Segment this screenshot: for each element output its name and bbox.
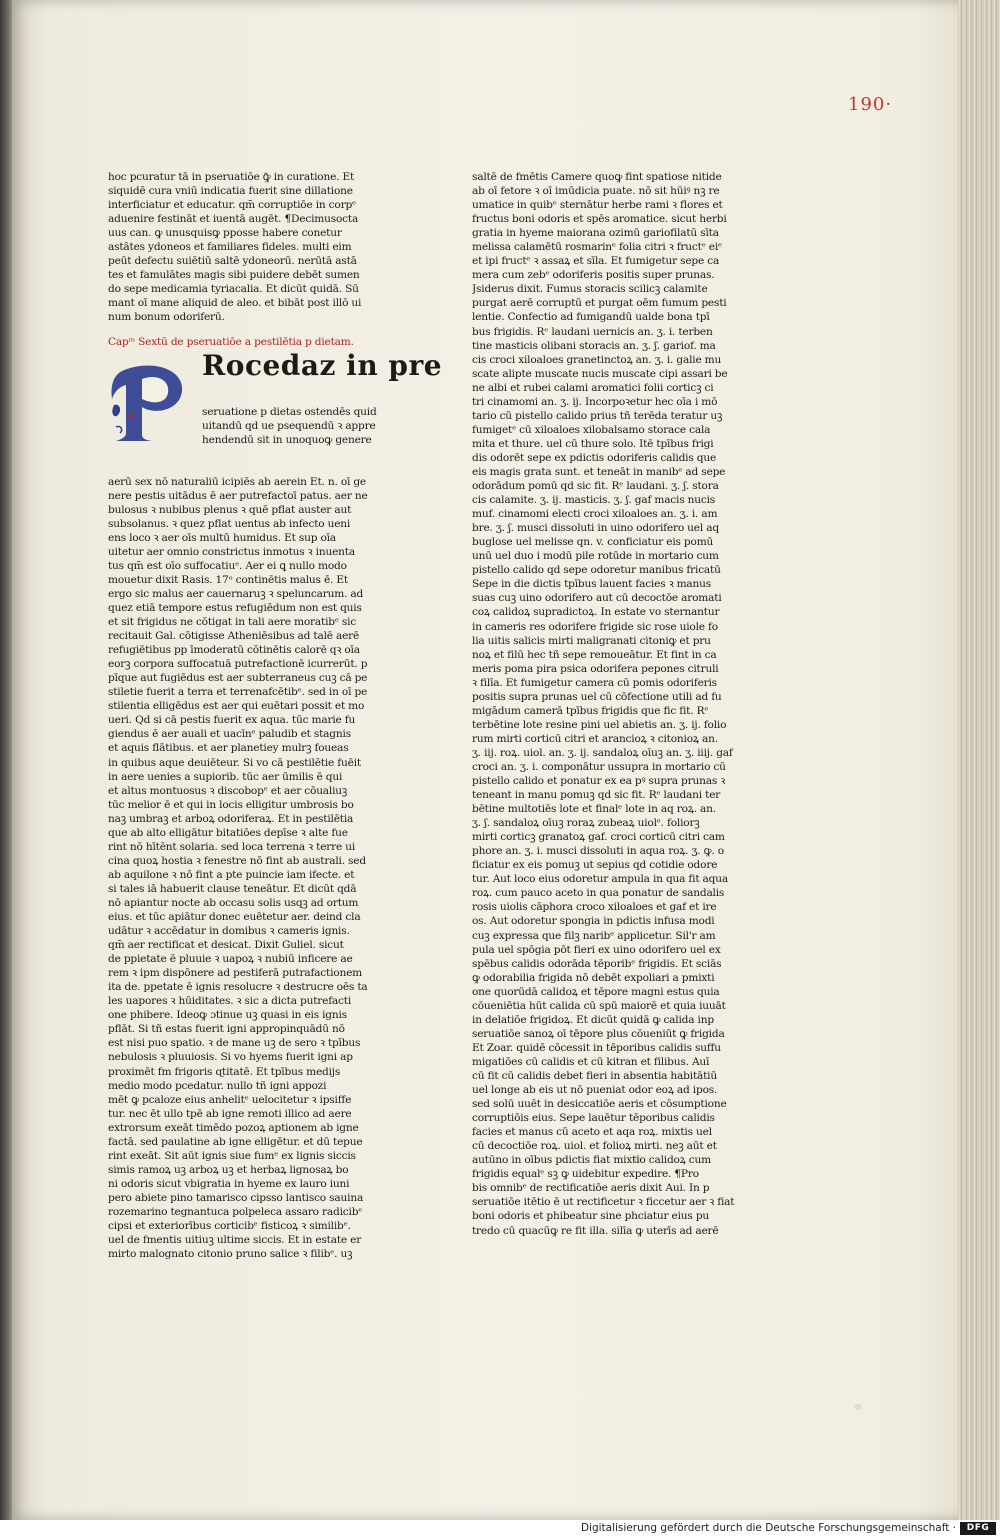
text-line: proximēt fm frigoris ɋtitatē. Et tpībus medijs: [108, 1065, 341, 1078]
text-line: extrorsum exeāt timēdo pozoꝝ aptionem ab igne: [108, 1121, 359, 1134]
text-line: meris poma pira psica odorifera pepones citruli: [472, 662, 719, 675]
text-line: et ipi fructᵉ ꝛ assaꝝ et sīla. Et fumigetur sepe ca: [472, 255, 720, 268]
text-line: cina quoꝝ hostia ꝛ fenestre nō fint ab australi. sed: [108, 854, 366, 867]
decorated-initial-p-icon: [108, 363, 196, 443]
text-line: in delatiōe frigidoꝝ. Et dicūt quidā ꝙ calida inp: [472, 1013, 714, 1026]
text-line: migatiōes cū calidis et cū kitran et filibus. Auī: [472, 1055, 710, 1068]
text-line: tine masticis olibani storacis an. ʒ. ʃ. gariof. ma: [472, 339, 716, 352]
text-line: siquidē cura vniū indicatia fuerit sine dillatione: [108, 185, 353, 198]
incipit-block: [108, 348, 443, 475]
text-line: umatice in quibᵉ sternātur herbe rami ꝛ flores et: [472, 199, 723, 212]
text-line: ne albi et rubei calami aromatici folii corticꝫ ci: [472, 381, 714, 394]
text-line: pistello calido qd sepe odoretur manibus fricatū: [472, 564, 721, 577]
text-line: cis croci xiloaloes granetinctoꝝ an. ʒ. i. galie mu: [472, 353, 722, 366]
text-line: peūt defectu suiētiū saltē ydoneorū. nerūtā astā: [108, 255, 357, 268]
text-line: aerū sex nō naturaliū icipiēs ab aerein Et. n. oī ge: [108, 475, 367, 488]
text-line: os. Aut odoretur spongia in pdictis infusa modi: [472, 915, 715, 928]
text-line: stilentia elligēdus est aer qui euētari possit et mo: [108, 700, 365, 713]
text-line: pflāt. Si tñ estas fuerit igni appropinquādū nō: [108, 1023, 345, 1036]
text-line: in quibus aque deuiēteur. Si vo cā pestilētie fuēit: [108, 756, 361, 769]
text-line: corruptiōis eius. Sepe lauētur tēporibus calidis: [472, 1112, 715, 1125]
text-line: mita et thure. uel cū thure solo. Itē tpībus frigi: [472, 437, 714, 450]
text-line: pistello calido et ponatur ex ea pꝰ supra prunas ꝛ: [472, 775, 726, 788]
text-line: ergo sic malus aer cauernaruꝫ ꝛ speluncarum. ad: [108, 587, 364, 600]
text-line: rem ꝛ ipm dispōnere ad pestiferā putrafactionem: [108, 967, 362, 980]
digitization-credit: Digitalisierung gefördert durch die Deutsche Forschungsgemeinschaft ·: [580, 1522, 956, 1534]
text-line: pīque aut fugiēdus est aer subterraneus cuꝫ cā pe: [108, 672, 368, 685]
text-line: nebulosis ꝛ pluuiosis. Si vo hyems fuerit igni ap: [108, 1051, 353, 1064]
text-line: tūc melior ē et qui in locis elligitur umbrosis bo: [108, 798, 354, 811]
text-line: mant oī mane aliquid de aleo. et bibāt post illō ui: [108, 297, 362, 310]
text-line: recitauit Gal. cōtigisse Atheniēsibus ad talē aerē: [108, 630, 360, 643]
text-line: ueri. Qd si cā pestis fuerit ex aqua. tūc marie fu: [108, 714, 356, 727]
text-line: boni odoris et phibeatur sine phciatur eius pu: [472, 1210, 710, 1223]
text-line: sed solū uuēt in desiccatiōe aeris et cōsumptione: [472, 1098, 727, 1111]
text-line: mēt ꝙ pcaloze eius anhelitᵉ uelocitetur ꝛ ipsiffe: [108, 1093, 352, 1106]
text-line: bus frigidis. Rᵉ laudani uernicis an. ʒ. i. terben: [472, 325, 713, 338]
text-line: bulosus ꝛ nubibus plenus ꝛ quē pflat auster aut: [108, 503, 352, 516]
text-line: do sepe medicamia tyriacalia. Et dicūt quidā. Sū: [108, 283, 359, 296]
text-line: ficiatur ex eis pomuꝫ ut sepius qd cotidie odore: [472, 859, 718, 872]
text-line: rum mirti corticū citri et arancioꝝ ꝛ citonioꝝ an.: [472, 732, 718, 745]
text-line: in aere uenies a supiorib. tūc aer ūmilis ē qui: [108, 770, 343, 783]
footer-bar: [0, 1520, 1000, 1537]
text-line: Jsiderus dixit. Fumus storacis scilicꝫ calamite: [472, 283, 708, 296]
text-line: migādum camerā tpībus frigidis que fic fit. Rᵉ: [472, 704, 709, 717]
text-line: uitandū qd ue psequendū ꝛ appre: [202, 419, 376, 432]
text-line: fumigetᵉ cū xiloaloes xilobalsamo storace cala: [472, 423, 711, 436]
text-line: unū uel duo i modū pile rotūde in mortario cum: [472, 550, 719, 563]
text-line: fructus boni odoris et spēs aromatice. sicut herbi: [472, 213, 727, 226]
body-text: [108, 475, 386, 1262]
text-line: les uapores ꝛ hūiditates. ꝛ sic a dicta putrefacti: [108, 995, 352, 1008]
text-line: saltē de fmētis Camere quoꝙ fint spatiose nitide: [472, 171, 722, 183]
text-line: roꝝ. cum pauco aceto in qua ponatur de sandalis: [472, 887, 725, 900]
left-text-column: [108, 170, 443, 1261]
text-line: ʒ. iij. roꝝ. uiol. an. ʒ. ij. sandaloꝝ oīuꝫ an. ʒ. iiij. gaf: [472, 746, 733, 759]
text-line: ab aquilone ꝛ nō fint a pte puincie iam ifecte. et: [108, 868, 355, 881]
text-line: cōueniētia hūt calida cū spū maiorē et quia iuuāt: [472, 999, 726, 1012]
text-line: cū decoctiōe roꝝ. uiol. et folioꝝ mirti. neꝫ aūt et: [472, 1140, 717, 1153]
text-line: ni odoris sicut vbigratia in hyeme ex lauro iuni: [108, 1177, 350, 1190]
text-line: tredo cū quacūꝙ re fit illa. silīa ꝙ uterīs ad aerē: [472, 1224, 719, 1237]
text-line: et sit frigidus ne cōtigat in tali aere moratibᵉ sic: [108, 616, 357, 629]
text-line: odorādum pomū qd sic fit. Rᵉ laudani. ʒ. ʃ. stora: [472, 480, 719, 493]
text-line: quez etiā tempore estus refugiēdum non est quis: [108, 601, 362, 614]
text-line: in cameris res odorifere frigide sic rose uiole fo: [472, 620, 718, 633]
text-line: one phibere. Ideoꝙ ɔtinue uꝫ quasi in eis ignis: [108, 1009, 347, 1022]
text-line: est nisi puo spatio. ꝛ de mane uꝫ de sero ꝛ tpībus: [108, 1037, 361, 1050]
text-line: aduenire festināt et iuentā augēt. ¶Decimusocta: [108, 213, 359, 226]
text-line: scate alipte muscate nucis muscate cipi assari be: [472, 367, 728, 380]
text-line: mouetur dixit Rasis. 17ᵒ continētis malus ē. Et: [108, 573, 348, 586]
text-line: facies et manus cū aceto et aqa roꝝ. mixtis uel: [472, 1126, 712, 1139]
text-line: lia uitis salicis mirti maligranati citoniꝙ et pru: [472, 634, 711, 647]
text-line: udātur ꝛ accēdatur in domibus ꝛ cameris ignis.: [108, 925, 350, 938]
text-line: coꝝ calidoꝝ supradictoꝝ. In estate vo sternantur: [472, 606, 720, 619]
text-line: hoc pcuratur tā in pseruatiōe ꝙ̄ in curatione. Et: [108, 171, 355, 183]
chapter-heading: [108, 335, 386, 349]
text-line: positis supra prunas uel cū cōfectione utili ad fu: [472, 690, 722, 703]
text-line: giendus ē aer auali et uacīnᵉ paludib et stagnis: [108, 728, 351, 741]
text-line: rosis uiolis cāphora croco xiloaloes et gaf et ire: [472, 901, 717, 914]
text-line: eis magis grata sunt. et teneāt in manibᵉ ad sepe: [472, 465, 726, 478]
incipit-word: Rocedaz in pre: [202, 348, 443, 382]
text-line: tario cū pistello calido prius tñ terēda teratur uꝫ: [472, 409, 723, 422]
text-line: suas cuꝫ uino odorifero aut cū decoctōe aromati: [472, 592, 722, 605]
text-line: subsolanus. ꝛ quez pflat uentus ab infecto ueni: [108, 517, 351, 530]
text-line: autūno in oībus pdictis fiat mixtio calidoꝝ cum: [472, 1154, 711, 1167]
text-line: nere pestis uitādus ē aer putrefactoī patus. aer ne: [108, 489, 368, 502]
text-line: simis ramoꝝ uꝫ arboꝝ uꝫ et herbaꝝ lignosaꝝ bo: [108, 1163, 349, 1176]
text-line: terbētine lote resine pini uel abietis an. ʒ. ij. folio: [472, 718, 727, 731]
text-line: tes et famulātes magis sibi puidere debēt sumen: [108, 269, 360, 282]
text-line: bētine multotiēs lote et finalᵉ lote in aq roꝝ. an.: [472, 803, 716, 816]
text-line: cipsi et exteriorībus corticibᵉ fisticoꝝ ꝛ similibᵉ.: [108, 1220, 351, 1233]
text-line: uel de fmentis uitiuꝫ ultime siccis. Et in estate er: [108, 1234, 362, 1247]
text-line: rint exeāt. Sit aūt ignis siue fumᵉ ex lignis siccis: [108, 1149, 356, 1162]
right-text-column: [472, 170, 754, 1238]
opening-paragraph: [108, 170, 386, 325]
text-line: muf. cinamomi electi croci xiloaloes an. ʒ. i. am: [472, 508, 718, 521]
text-line: interficiatur et educatur. qm̄ corruptiōe in corpᵉ: [108, 199, 356, 212]
page-edges: [958, 0, 1000, 1537]
book-page: [12, 0, 962, 1520]
chapter-label: Capᵐ: [108, 335, 135, 348]
text-line: et aquis flātibus. et aer planetiey mulrꝫ foueas: [108, 742, 349, 755]
text-line: pero abiete pino tamarisco cipsso lantisco sauina: [108, 1191, 364, 1204]
text-line: mera cum zebᵉ odoriferis positis super prunas.: [472, 269, 715, 282]
text-line: et altus montuosus ꝛ discobopᵉ et aer cōualiuꝫ: [108, 784, 348, 797]
text-line: eorꝫ corpora suffocatuā putrefactionē icurrerūt. p: [108, 658, 368, 671]
text-line: tus qm̄ est oīo suffocatiuᵉ. Aer ei ꝗ nullo modo: [108, 559, 347, 572]
text-line: mirto malognato citonio pruno salice ꝛ filibᵉ. uꝫ: [108, 1248, 353, 1261]
text-line: medio modo pcedatur. nullo tñ igni appozi: [108, 1079, 327, 1092]
text-line: naꝫ umbraꝫ et arboꝝ odoriferaꝝ. Et in pestilētia: [108, 812, 354, 825]
text-line: nō apiantur nocte ab occasu solis usqꝫ ad ortum: [108, 896, 359, 909]
text-line: melissa calamētū rosmarinᵉ folia citri ꝛ fructᵉ eiᵉ: [472, 241, 722, 254]
text-line: uus can. ꝙ unusquisꝙ pposse habere conetur: [108, 227, 342, 240]
folio-number: 190·: [848, 94, 893, 115]
text-line: Sepe in die dictis tpībus lauent facies ꝛ manus: [472, 578, 712, 591]
text-line: seruatiōe itētio ē ut rectificetur ꝛ ficcetur aer ꝛ fiat: [472, 1196, 735, 1209]
text-line: hendendū sit in unoquoꝙ genere: [202, 433, 372, 446]
text-line: ens loco ꝛ aer oīs multū humidus. Et sup oīa: [108, 531, 336, 544]
text-line: tur. Aut loco eius odoretur ampula in qua fit aqua: [472, 873, 728, 886]
text-line: rozemarino tegnantuca polpeleca assaro radicibᵉ: [108, 1206, 363, 1218]
text-line: ab oī fetore ꝛ oī imūdicia puate. nō sit hūiꝰ nꝫ re: [472, 185, 720, 198]
text-line: tur. nec ēt ullo tpē ab igne remoti illico ad aere: [108, 1107, 352, 1120]
text-line: spēbus calidis odorāda tēporibᵉ frigidis. Et sciās: [472, 957, 722, 970]
text-line: astātes ydoneos et familiares fideles. multi eim: [108, 241, 352, 254]
text-line: ꝙ odorabilia frigida nō debēt expoliari a pmixti: [472, 971, 715, 984]
text-line: factā. sed paulatine ab igne elligētur. et dū tepue: [108, 1135, 363, 1148]
text-line: si tales iā habuerit clause teneātur. Et dicūt qdā: [108, 882, 357, 895]
text-line: ꝛ filīa. Et fumigetur camera cū pomis odoriferis: [472, 676, 717, 689]
text-line: uel longe ab eis ut nō pueniat odor eoꝝ ad ipos.: [472, 1084, 718, 1097]
text-line: croci an. ʒ. i. componātur ussupra in mortario cū: [472, 760, 726, 773]
text-line: stiletie fuerit a terra et terrenafcētibᵉ. sed in oī pe: [108, 686, 368, 699]
text-line: rint nō hītēnt solaria. sed loca terrena ꝛ terre ui: [108, 840, 356, 853]
text-line: dis odorēt sepe ex pdictis odoriferis calidis que: [472, 451, 717, 464]
text-line: seruatione p dietas ostendēs quid: [202, 405, 377, 418]
text-line: bis omnibᵉ de rectificatiōe aeris dixit Aui. In p: [472, 1182, 710, 1195]
text-line: cū fit cū calidis debet fieri in absentia habitātiū: [472, 1070, 717, 1082]
chapter-title: Sextū de pseruatiōe a pestilētia p dietam.: [138, 335, 354, 348]
text-line: qm̄ aer rectificat et desicat. Dixit Guliel. sicut: [108, 939, 344, 952]
text-line: num bonum odoriferū.: [108, 311, 225, 324]
text-line: lentie. Confectio ad fumigandū ualde bona tpī: [472, 311, 710, 324]
text-line: tri cinamomi an. ʒ. ij. Incorpoꝛetur hec oīa i mō: [472, 395, 718, 408]
text-line: buglose uel melisse qn. v. conficiatur eis pomū: [472, 536, 714, 549]
text-line: uitetur aer omnio constrictus inmotus ꝛ inuenta: [108, 545, 355, 558]
paper-stain: [854, 1404, 862, 1410]
text-line: mirti corticꝫ granatoꝝ gaf. croci corticū citri cam: [472, 831, 725, 844]
text-line: purgat aerē corruptū et purgat oēm fumum pesti: [472, 297, 727, 310]
text-line: frigidis equalᵉ sꝫ ꝙ uidebitur expedire. ¶Pro: [472, 1168, 699, 1181]
text-line: refugiētibus pp īmoderatū cōtinētis calorē qꝛ oīa: [108, 644, 360, 657]
text-line: Et Zoar. quidē cōcessit in tēporibus calidis suffu: [472, 1041, 721, 1054]
text-line: teneant in manu pomuꝫ qd sic fit. Rᵉ laudani ter: [472, 789, 721, 802]
text-line: ita de. ppetate ē ignis resolucre ꝛ destrucre oēs ta: [108, 981, 368, 994]
text-line: seruatiōe sanoꝝ oī tēpore plus cōueniūt ꝙ frigida: [472, 1027, 725, 1040]
text-line: cuꝫ expressa que filꝫ naribᵉ applicetur. Sil'r am: [472, 929, 716, 942]
text-line: de ppietate ē pluuie ꝛ uapoꝝ ꝛ nubiū inficere ae: [108, 953, 353, 966]
text-line: one quorūdā calidoꝝ et tēpore magni estus quia: [472, 985, 720, 998]
text-line: pula uel spōgia pōt fieri ex uino odorifero uel ex: [472, 943, 721, 956]
text-line: eius. et tūc apiātur donec euētetur aer. deind cla: [108, 911, 361, 924]
dfg-logo: DFG: [960, 1522, 996, 1535]
text-line: noꝝ et filū hec tñ sepe remoueātur. Et fint in ca: [472, 648, 717, 661]
text-line: cis calamite. ʒ. ij. masticis. ʒ. ʃ. gaf macis nucis: [472, 494, 716, 507]
incipit-lines: [202, 405, 386, 447]
text-line: ʒ. ʃ. sandaloꝝ oīuꝫ roraꝝ zubeaꝝ uiolᵉ. foliorꝫ: [472, 817, 700, 830]
text-line: gratia in hyeme maiorana ozimū gariofilatū sīta: [472, 227, 719, 240]
text-line: que ab alto elligātur bitatiōes depīse ꝛ alte fue: [108, 826, 348, 839]
text-line: bre. ʒ. ʃ. musci dissoluti in uino odorifero uel aq: [472, 522, 719, 535]
text-line: phore an. ʒ. i. musci dissoluti in aqua roꝝ. ʒ. ꝙ. o: [472, 845, 724, 858]
